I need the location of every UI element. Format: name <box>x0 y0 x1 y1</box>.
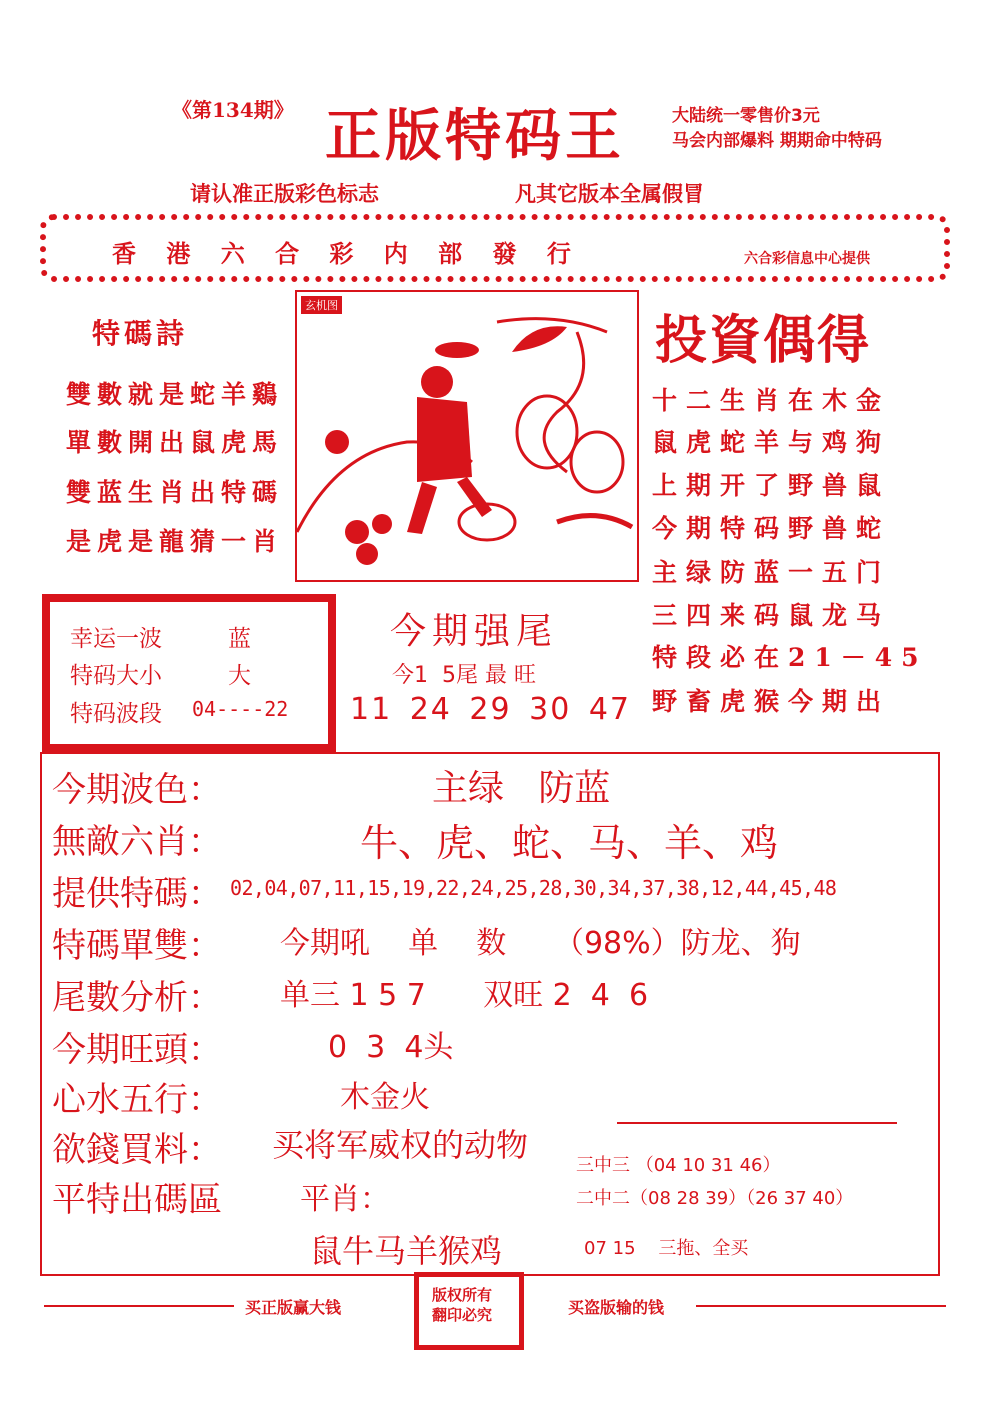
invest-line: 鼠虎蛇羊与鸡狗 <box>652 428 891 457</box>
info-label: 平特出碼區 <box>52 1180 222 1220</box>
slogan-text: 马会内部爆料 期期命中特码 <box>672 131 882 151</box>
copyright-line1: 版权所有 <box>432 1286 493 1304</box>
poem-title: 特碼詩 <box>92 317 189 350</box>
invest-line: 三四来码鼠龙马 <box>652 601 891 630</box>
info-value: 木金火 <box>340 1080 430 1115</box>
page-title: 正版特码王 <box>325 103 625 169</box>
price-text: 大陆统一零售价3元 <box>672 106 820 126</box>
divider <box>696 1305 946 1307</box>
info-value: 单三 1 5 7 双旺 2 4 6 <box>280 978 649 1013</box>
invest-line: 今期特码野兽蛇 <box>652 514 891 543</box>
info-value: 02,04,07,11,15,19,22,24,25,28,30,34,37,38,12,44,45,48 <box>230 876 837 900</box>
luck-value: 大 <box>228 663 251 689</box>
info-value: 牛、虎、蛇、马、羊、鸡 <box>360 821 779 865</box>
luck-label: 特码波段 <box>70 701 162 727</box>
poem-line: 是虎是龍猜一肖 <box>66 527 284 556</box>
issue-number: 《第134期》 <box>172 98 294 122</box>
banner-source: 六合彩信息中心提供 <box>744 251 870 267</box>
tuo-text: 07 15 三拖、全买 <box>584 1238 749 1259</box>
warrior-illustration <box>297 292 637 580</box>
tail-title: 今期强尾 <box>390 611 559 652</box>
invest-line: 野畜虎猴今期出 <box>652 687 891 716</box>
ping-xiao-value: 鼠牛马羊猴鸡 <box>310 1232 503 1270</box>
poem-line: 雙蓝生肖出特碼 <box>66 478 284 507</box>
divider <box>617 1122 897 1124</box>
info-label: 心水五行： <box>52 1080 222 1120</box>
copyright-line2: 翻印必究 <box>432 1306 493 1324</box>
poem-line: 雙數就是蛇羊鷄 <box>66 380 284 409</box>
invest-line: 十二生肖在木金 <box>652 386 891 415</box>
luck-label: 幸运一波 <box>70 626 162 652</box>
tail-sub: 今1 5尾 最 旺 <box>392 663 536 688</box>
luck-value: 蓝 <box>228 626 251 652</box>
notice-right: 凡其它版本全属假冒 <box>515 182 704 206</box>
picture-label: 玄机图 <box>301 296 342 314</box>
info-value: 0 3 4头 <box>328 1030 454 1065</box>
notice-left: 请认准正版彩色标志 <box>190 182 379 206</box>
banner-text: 香 港 六 合 彩 内 部 發 行 <box>112 239 582 268</box>
divider <box>44 1305 234 1307</box>
tail-numbers: 11 24 29 30 47 <box>350 692 632 727</box>
info-label: 欲錢買料： <box>52 1130 222 1170</box>
riddle-picture <box>295 290 639 582</box>
er-zhong-er: 二中二（08 28 39）（26 37 40） <box>576 1188 854 1209</box>
footer-right: 买盗版输的钱 <box>568 1298 665 1317</box>
info-label: 今期波色： <box>52 770 222 810</box>
poem-line: 單數開出鼠虎馬 <box>66 428 284 457</box>
info-label: 特碼單雙： <box>52 926 222 966</box>
info-value: 今期吼 单 数 （98%）防龙、狗 <box>280 926 801 961</box>
info-label: 無敵六肖： <box>52 822 222 862</box>
invest-line: 上期开了野兽鼠 <box>652 471 891 500</box>
invest-line: 主绿防蓝一五门 <box>652 558 891 587</box>
info-label: 今期旺頭： <box>52 1030 222 1070</box>
info-label: 提供特碼： <box>52 874 222 914</box>
luck-label: 特码大小 <box>70 663 162 689</box>
info-value: 平肖： <box>300 1182 390 1217</box>
info-value: 买将军威权的动物 <box>272 1126 529 1164</box>
invest-title: 投資偶得 <box>655 310 872 371</box>
info-value: 主绿 防蓝 <box>432 768 611 809</box>
invest-line: 特段必在21－45 <box>652 643 928 672</box>
footer-left: 买正版赢大钱 <box>245 1298 342 1317</box>
info-label: 尾數分析： <box>52 978 222 1018</box>
san-zhong-san: 三中三 （04 10 31 46） <box>576 1155 781 1176</box>
luck-value: 04----22 <box>192 697 289 721</box>
